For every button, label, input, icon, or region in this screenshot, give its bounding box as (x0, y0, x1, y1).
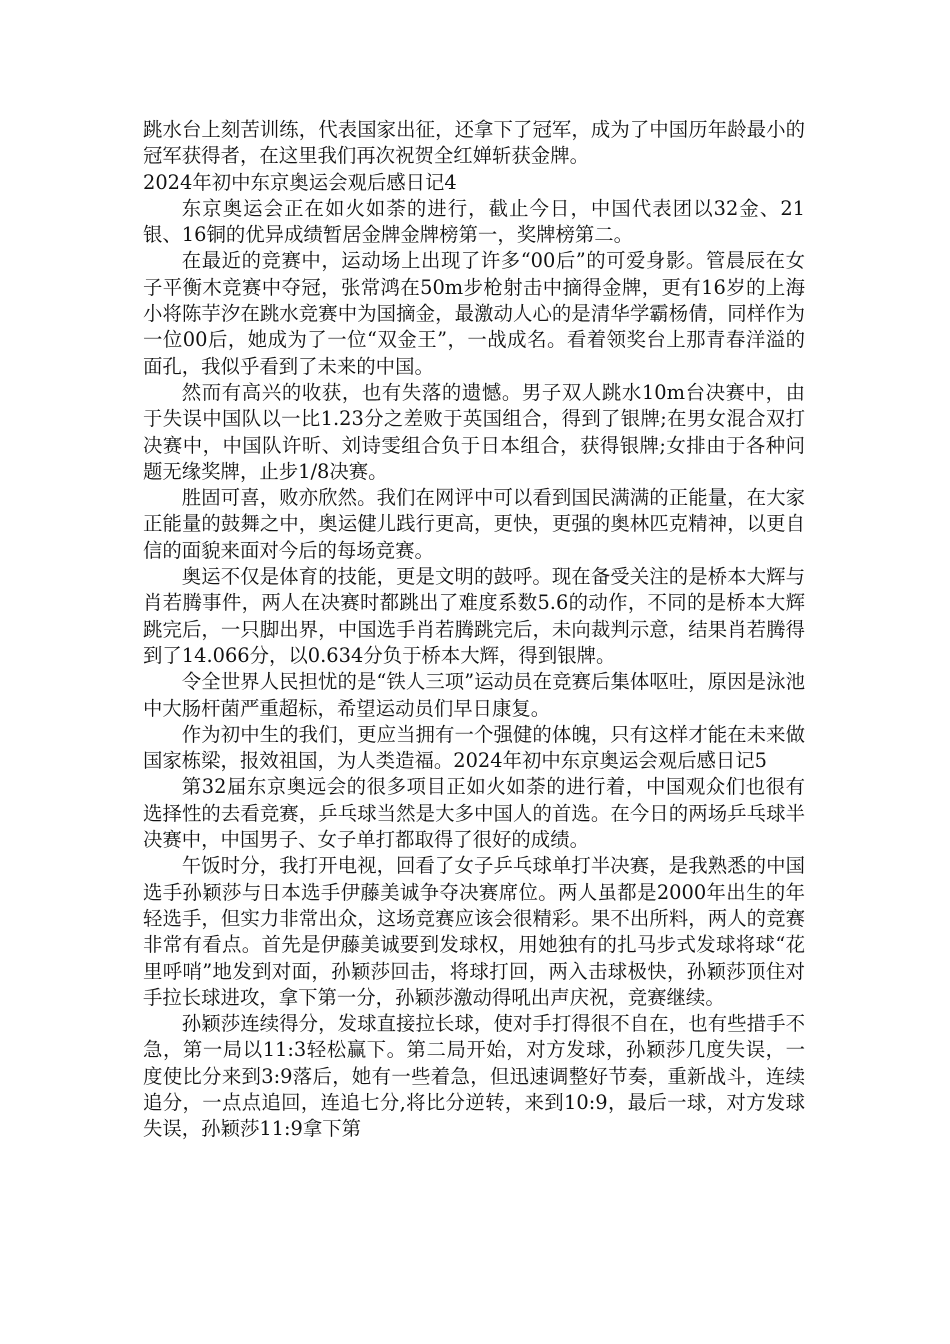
paragraph-1: 跳水台上刻苦训练，代表国家出征，还拿下了冠军，成为了中国历年龄最小的冠军获得者，在这里我们再次祝贺全红婵斩获金牌。 (143, 118, 805, 168)
paragraph-3: 东京奥运会正在如火如荼的进行，截止今日，中国代表团以32金、21银、16铜的优异成绩暂居金牌金牌榜第一，奖牌榜第二。 (143, 196, 805, 247)
paragraph-12: 孙颖莎连续得分，发球直接拉长球，使对手打得很不自在，也有些措手不急，第一局以11:3轻松赢下。第二局开始，对方发球，孙颖莎几度失误，一度使比分来到3:9落后，她有一些着急，但迅速调整好节奏，重新战斗，连续追分，一点点追回，连追七分,将比分逆转，来到10:9，最后一球，对方发球失误，孙颖莎11:9拿下第 (143, 1012, 805, 1141)
diary-heading-4: 2024年初中东京奥运会观后感日记4 (143, 170, 457, 194)
paragraph-4: 在最近的竞赛中，运动场上出现了许多“00后”的可爱身影。管晨辰在女子平衡木竞赛中夺冠，张常鸿在50m步枪射击中摘得金牌，更有16岁的上海小将陈芋汐在跳水竞赛中为国摘金，最激动人心的是清华学霸杨倩，同样作为一位00后，她成为了一位“双金王”，一战成名。看着领奖台上那青春洋溢的面孔，我似乎看到了未来的中国。 (143, 249, 805, 378)
paragraph-6: 胜固可喜，败亦欣然。我们在网评中可以看到国民满满的正能量，在大家正能量的鼓舞之中，奥运健儿践行更高，更快，更强的奥林匹克精神，以更自信的面貌来面对今后的每场竞赛。 (143, 486, 805, 562)
paragraph-9: 作为初中生的我们，更应当拥有一个强健的体魄，只有这样才能在未来做国家栋梁，报效祖国，为人类造福。2024年初中东京奥运会观后感日记5 (143, 722, 805, 773)
paragraph-11: 午饭时分，我打开电视，回看了女子乒乓球单打半决赛，是我熟悉的中国选手孙颖莎与日本选手伊藤美诚争夺决赛席位。两人虽都是2000年出生的年轻选手，但实力非常出众，这场竞赛应该会很精彩。果不出所料，两人的竞赛非常有看点。首先是伊藤美诚要到发球权，用她独有的扎马步式发球将球“花里呼哨”地发到对面，孙颖莎回击，将球打回，两入击球极快，孙颖莎顶住对手拉长球进攻，拿下第一分，孙颖莎激动得吼出声庆祝，竞赛继续。 (143, 854, 805, 1009)
paragraph-8: 令全世界人民担忧的是“铁人三项”运动员在竞赛后集体呕吐，原因是泳池中大肠杆菌严重超标，希望运动员们早日康复。 (143, 670, 805, 720)
paragraph-5: 然而有高兴的收获，也有失落的遗憾。男子双人跳水10m台决赛中，由于失误中国队以一比1.23分之差败于英国组合，得到了银牌;在男女混合双打决赛中，中国队许昕、刘诗雯组合负于日本组合，获得银牌;女排由于各种问题无缘奖牌，止步1/8决赛。 (143, 380, 805, 483)
paragraph-10: 第32届东京奥远会的很多项目正如火如荼的进行着，中国观众们也很有选择性的去看竞赛，乒乓球当然是大多中国人的首选。在今日的两场乒乓球半决赛中，中国男子、女子单打都取得了很好的成绩。 (143, 775, 805, 852)
document-body (143, 117, 805, 1143)
paragraph-7: 奥运不仅是体育的技能，更是文明的鼓呼。现在备受关注的是桥本大辉与肖若腾事件，两人在决赛时都跳出了难度系数5.6的动作，不同的是桥本大辉跳完后，一只脚出界，中国选手肖若腾跳完后，未向裁判示意，结果肖若腾得到了14.066分，以0.634分负于桥本大辉，得到银牌。 (143, 565, 805, 667)
